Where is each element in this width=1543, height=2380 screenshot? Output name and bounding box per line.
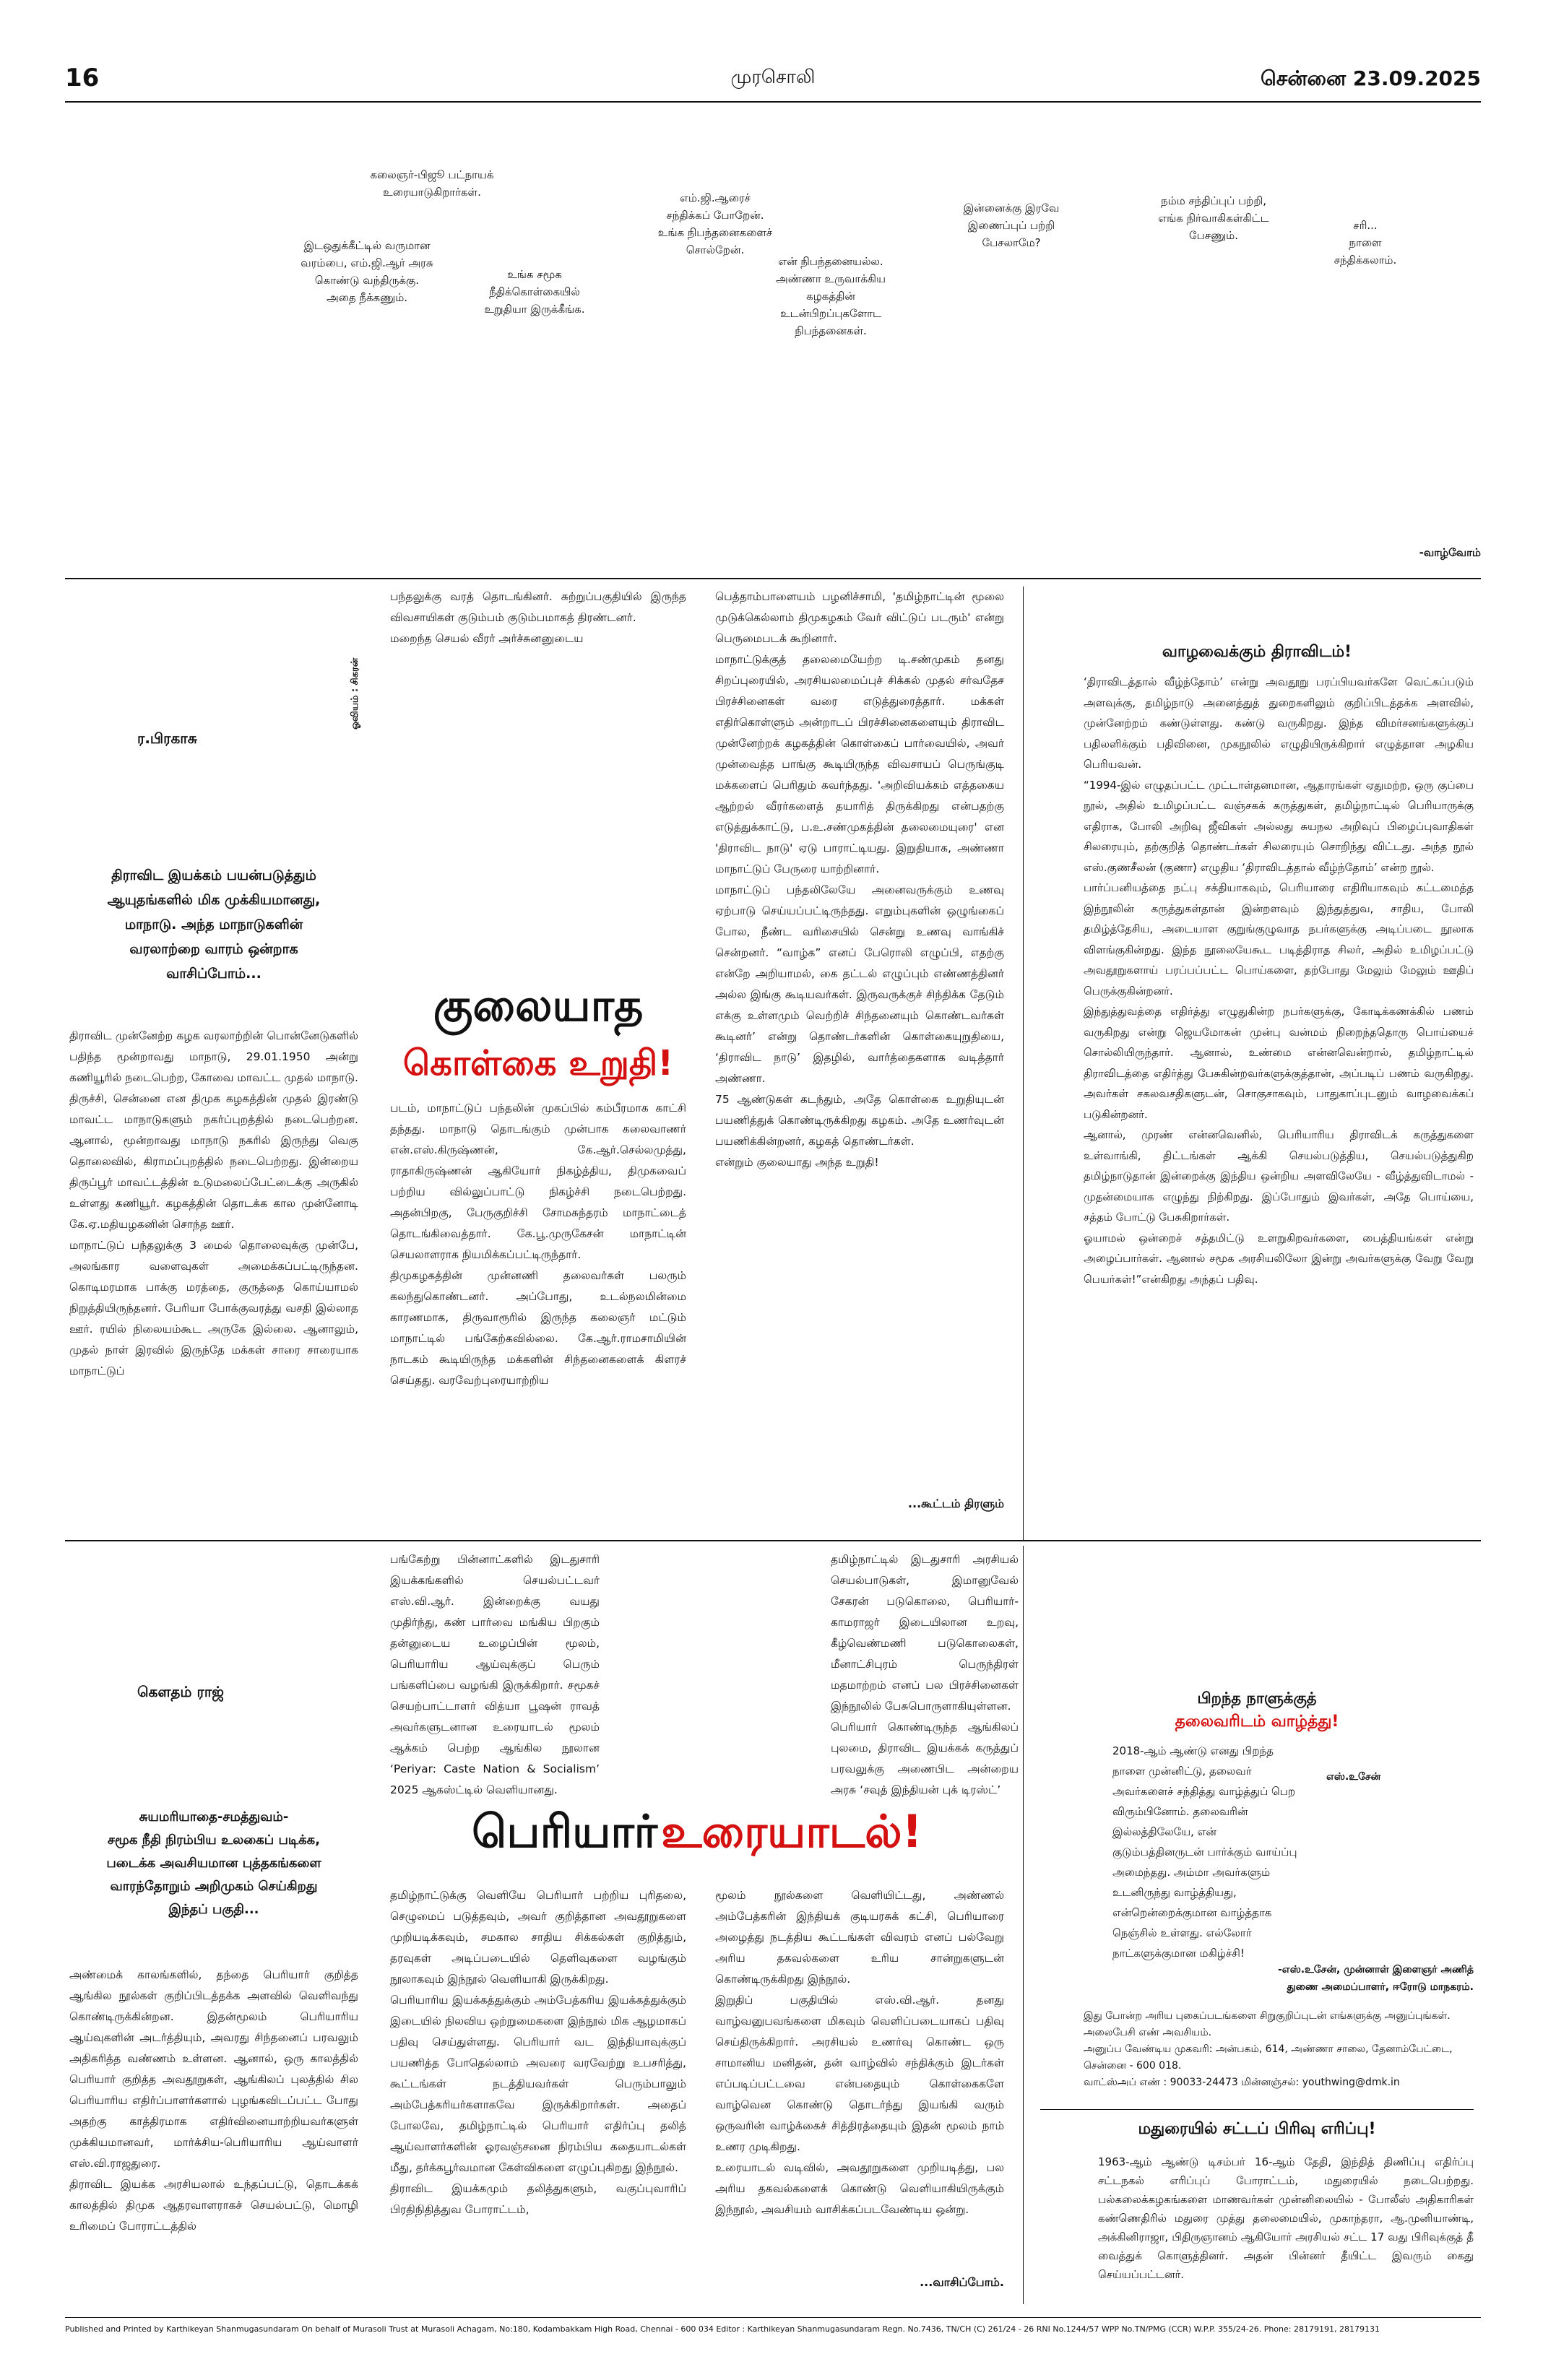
- col-divider: [1023, 1546, 1024, 2304]
- article2-col1: அண்மைக் காலங்களில், தந்தை பெரியார் குறித்த ஆங்கில நூல்கள் குறிப்பிடத்தக்க அளவில் வெளிவந்து கொண்டிருக்கின்றன. இதன்மூலம் பெரியாரிய ஆய்வுகளின் அடர்த்தியும், அவரது சிந்தனைப் பரவலும் அதிகரித்த வண்ணம் உள்ளன. ஆனால், ஒரு காலத்தில் பெரியார் குறித்த அவதூறுகள், ஆங்கிலப் புலத்தில் சில பெரியாரிய எதிர்ப்பாளர்களால் புழங்கவிடப்பட்ட போது அதற்கு காத்திரமாக எதிர்வினையாற்றியவர்களுள் முக்கியமானவர், மார்க்சிய-பெரியாரிய ஆய்வாளர் எஸ்.வி.ராஜதுரை. திராவிட இயக்க அரசியலால் உந்தப்பட்டு, தொடக்கக் காலத்தில் திமுக ஆதரவாளராகச் செயல்பட்டு, மொழி உரிமைப் போராட்டத்தில்: [69, 1968, 358, 2233]
- art-credit: ஓவியம் : சிகரன்: [350, 657, 360, 730]
- sidebar2-title: [1040, 1687, 1474, 1734]
- cartoon-bubble: நம்ம சந்திப்புப் பற்றி, எங்க நிர்வாகிகள்கிட்ட பேசணும்.: [1158, 194, 1269, 242]
- col-divider: [1023, 587, 1024, 1540]
- sidebar2-body: 2018-ஆம் ஆண்டு எனது பிறந்த நாளை முன்னிட்டு, தலைவர் அவர்களைச் சந்தித்து வாழ்த்துப் பெற விரும்பினோம். தலைவரின் இல்லத்திலேயே, என் குடும்பத்தினருடன் பார்க்கும் வாய்ப்பு அமைந்தது. அம்மா அவர்களும் உடனிருந்து வாழ்த்தியது, என்றென்றைக்குமான வாழ்த்தாக நெஞ்சில் உள்ளது. எல்லோர் நாட்களுக்குமான மகிழ்ச்சி!: [1112, 1744, 1297, 1960]
- article1-col3: பெத்தாம்பாளையம் பழனிச்சாமி, 'தமிழ்நாட்டின் மூலை முடுக்கெல்லாம் திமுகழகம் வேர் விட்டுப் படரும்' என்று பெருமைபடக் கூறினார். மாநாட்டுக்குத் தலைமையேற்ற டி.சண்முகம் தனது சிறப்புரையில், அரசியலமைப்புச் சிக்கல் முதல் சர்வதேச பிரச்சினைகள் வரை எடுத்துரைத்தார். மக்கள் எதிர்கொள்ளும் அன்றாடப் பிரச்சினைகளையும் திராவிட முன்னேற்றக் கழகத்தின் கொள்கைப் பார்வையில், அவர் முன்வைத்த பாங்கு கூடியிருந்த விவசாயப் பெருங்குடி மக்களைப் பெரிதும் கவர்ந்தது. 'அறிவியக்கம் எத்தகைய ஆற்றல் வீரர்களைத் தயாரித் திருக்கிறது என்பதற்கு எடுத்துக்காட்டு, ப.உ.சண்முகத்தின் தலைமையுரை' என 'திராவிட நாடு' ஏடு பாராட்டியது. இறுதியாக, அண்ணா மாநாட்டுப் பேருரை யாற்றினார். மாநாட்டுப் பந்தலிலேயே அனைவருக்கும் உணவு ஏற்பாடு செய்யப்பட்டிருந்தது. எறும்புகளின் ஒழுங்கைப் போல, நீண்ட வரிசையில் சென்று உணவு வாங்கிச் சென்றனர். “வாழ்க” எனப் பேரொலி எழுப்பி, எதற்கு என்றே அறியாமல், கை தட்டல் எழுப்பும் எண்ணத்தினர் அல்ல இங்கு கூடியவர்கள். இருவருக்குச் சிந்திக்க தேடும் எக்கு உள்ளமும் வெற்றிச் சிந்தனையும் கொண்டவர்கள் கூடினர்’ என்று தொண்டர்களின் கொள்கையுறுதியை, ‘திராவிட நாடு’ இதழில், வார்த்தைகளாக வடித்தார் அண்ணா. 75 ஆண்டுகள் கடந்தும், அதே கொள்கை உறுதியுடன் பயணித்துக் கொண்டிருக்கிறது கழகம். அதே உணர்வுடன் பயணிக்கின்றனர், கழகத் தொண்டர்கள். என்றும் குலையாது அந்த உறுதி!: [715, 590, 1004, 1169]
- article2-headline: [390, 1799, 1004, 1865]
- article1-intro: திராவிட இயக்கம் பயன்படுத்தும் ஆயுதங்களில் மிக முக்கியமானது, மாநாடு. அந்த மாநாடுகளின் வரலாற்றை வாரம் ஒன்றாக வாசிப்போம்...: [107, 867, 321, 982]
- footer-rule: [65, 2317, 1481, 2318]
- sidebar2-title-red: தலைவரிடம் வாழ்த்து!: [1175, 1713, 1339, 1731]
- sidebar-rule: [1040, 2109, 1474, 2110]
- cartoon-bubble: என் நிபந்தனையல்ல. அண்ணா உருவாக்கிய கழகத்தின் உடன்பிறப்புகளோட நிபந்தனைகள்.: [776, 255, 886, 337]
- article1-col1: திராவிட முன்னேற்ற கழக வரலாற்றின் பொன்னேடுகளில் பதிந்த மூன்றாவது மாநாடு, 29.01.1950 அன்று கணியூரில் நடைபெற்ற, கோவை மாவட்ட முதல் மாநாடு. திருச்சி, சென்னை என திமுக கழகத்தின் முதல் இரண்டு மாவட்ட மாநாடுகளும் நகர்ப்புறத்தில் நடைபெற்றன. ஆனால், மூன்றாவது மாநாடு நகரில் இருந்து வெகு தொலைவில், கிராமப்புறத்தில் நடைபெற்றது. இன்றைய திருப்பூர் மாவட்டத்தின் உடுமலைப்பேட்டைக்கு அருகில் உள்ளது கணியூர். கழகத்தின் தொடக்க கால முன்னோடி கே.ஏ.மதியழகனின் சொந்த ஊர். மாநாட்டுப் பந்தலுக்கு 3 மைல் தொலைவுக்கு முன்பே, அலங்கார வளைவுகள் அமைக்கப்பட்டிருந்தன. கொடிமரமாக பாக்கு மரத்தை, குருத்தை கொய்யாமல் நிறுத்தியிருந்தனர். பேரியா போக்குவரத்து வசதி இல்லாத ஊர். ரயில் நிலையம்கூட அருகே இல்லை. ஆனாலும், முதல் நாள் இரவில் இருந்தே மக்கள் சாரை சாரையாக மாநாட்டுப்: [69, 1029, 358, 1377]
- article1-headline-red: கொள்கை உறுதி!: [402, 1043, 674, 1083]
- article1-col2-top: பந்தலுக்கு வரத் தொடங்கினர். சுற்றுப்பகுதியில் இருந்த விவசாயிகள் குடும்பம் குடும்பமாகத் திரண்டனர். மறைந்த செயல் வீரர் அர்ச்சுனனுடைய: [390, 590, 686, 645]
- article2-signature: ...வாசிப்போம்.: [920, 2275, 1004, 2289]
- article1-author: ர.பிரகாசு: [137, 730, 197, 747]
- article2-col2-top: பங்கேற்று பின்னாட்களில் இடதுசாரி இயக்கங்களில் செயல்பட்டவர் எஸ்.வி.ஆர். இன்றைக்கு வயது முதிர்ந்து, கண் பார்வை மங்கிய பிறகும் தன்னுடைய உழைப்பின் மூலம், பெரியாரிய ஆய்வுக்குப் பெரும் பங்களிப்பை வழங்கி இருக்கிறார். சமூகச் செயற்பாட்டாளர் வித்யா பூஷன் ராவத் அவர்களுடனான உரையாடல் மூலம் ஆக்கம் பெற்ற ஆங்கில நூலான ‘Periyar: Caste Nation & Socialism’ 2025 ஆகஸ்ட்டில் வெளியானது.: [390, 1553, 600, 1796]
- cartoon-bubble: உங்க சமூக நீதிக்கொள்கையில் உறுதியா இருக்கீங்க.: [484, 268, 585, 316]
- article2-col3-bottom: மூலம் நூல்களை வெளியிட்டது, அண்ணல் அம்பேத்கரின் இந்தியக் குடியரசுக் கட்சி, பெரியாரை அழைத்து நடத்திய கூட்டங்கள் விவரம் எனப் பல்வேறு அரிய தகவல்களை உரிய சான்றுகளுடன் கொண்டிருக்கிறது இந்நூல். இறுதிப் பகுதியில் எஸ்.வி.ஆர். தனது வாழ்வனுபவங்களை மிகவும் வெளிப்படையாகப் பதிவு செய்திருக்கிறார். அரசியல் உணர்வு கொண்ட ஒரு சாமானிய மனிதன், தன் வாழ்வில் சந்திக்கும் இடர்கள் எப்படிப்பட்டவை என்பதையும் கொள்கைகளே வாழ்வென கொண்டு தொடர்ந்து இயங்கி வரும் ஒருவரின் வாழ்க்கைச் சித்திரத்தையும் இதன் மூலம் நாம் உணர முடிகிறது. உரையாடல் வடிவில், அவதூறுகளை முறியடித்து, பல அரிய தகவல்களைக் கொண்டு வெளியாகியிருக்கும் இந்நூல், அவசியம் வாசிக்கப்படவேண்டிய ஒன்று.: [715, 1889, 1004, 2216]
- cartoon-bubble: கலைஞர்-பிஜூ பட்நாயக் உரையாடுகிறார்கள்.: [370, 168, 494, 199]
- page-header: [65, 64, 1481, 97]
- cartoon-strip: [65, 108, 1481, 571]
- cartoon-rule: [65, 578, 1481, 579]
- sidebar3-body: 1963-ஆம் ஆண்டு டிசம்பர் 16-ஆம் தேதி, இந்தித் திணிப்பு எதிர்ப்பு சட்டநகல் எரிப்புப் போராட்டம், மதுரையில் நடைபெற்றது. பல்கலைக்கழகங்களை மாணவர்கள் முன்னிலையில் - போலீஸ் அதிகாரிகள் கண்ணெதிரில் மதுரை முத்து தலைமையில், முகாந்தரா, ஆ.முனியாண்டி, அக்கினிராஜா, பிதிருஞானம் ஆகியோர் அரசியல் சட்ட 17 வது பிரிவுக்குத் தீ வைத்துக் கொளுத்தினர். அதன் பின்னர் தீயிட்ட இவரும் கைது செய்யப்பட்டனர்.: [1098, 2155, 1474, 2281]
- article1-headline-black: குலையாத: [433, 979, 644, 1031]
- header-date: சென்னை 23.09.2025: [1261, 66, 1481, 90]
- article2-headline-red: உரையாடல்!: [661, 1805, 922, 1858]
- masthead: முரசொலி: [730, 66, 816, 88]
- photo-tag: எஸ்.உசேன்: [1326, 1771, 1381, 1783]
- sidebar1-body: ‘திராவிடத்தால் வீழ்ந்தோம்’ என்று அவதூறு பரப்பியவர்களே வெட்கப்படும் அளவுக்கு, தமிழ்நாடு அனைத்துத் துறைகளிலும் குறிப்பிடத்தக்க அளவில், முன்னேற்றம் கண்டுள்ளது. கண்டு வருகிறது. இந்த விமர்சனங்களுக்குப் பதிலளிக்கும் பதிவினை, முகநூலில் எழுதியிருக்கிறார் எழுத்தாள அழகிய பெரியவன். “1994-இல் எழுதப்பட்ட முட்டாள்தனமான, ஆதாரங்கள் ஏதுமற்ற, ஒரு குப்பை நூல், அதில் உமிழப்பட்ட வஞ்சகக் கருத்துகள், தமிழ்நாட்டில் பெரியாருக்கு எதிராக, போலி அறிவு ஜீவிகள் அல்லது சுயநல அறிவுப் பிழைப்புவாதிகள் சிலரையும், தற்குறித் தொண்டர்கள் சிலரையும் சொறிந்து விட்டது. அந்த நூல் எஸ்.குணசீலன் (குணா) எழுதிய ‘திராவிடத்தால் வீழ்ந்தோம்’ என்ற நூல். பார்ப்பனியத்தை நட்பு சக்தியாகவும், பெரியாரை எதிரியாகவும் கட்டமைத்த இந்நூலின் கருத்துகள்தான் இன்றளவும் இந்துத்துவ, சாதிய, போலி தமிழ்த்தேசிய, அடையாள குறுங்குழுவாத நபர்களுக்கு அடிப்படை நூலாக விளங்குகின்றது. இந்த நூலையேகூட படித்திராத சிலர், அதில் உமிழப்பட்டு அவதூறுகளாய் பரப்பப்பட்ட பொய்களை, தற்போது மேலும் மேலும் ஊதிப் பெருக்குகின்றனர். இந்துத்துவத்தை எதிர்த்து எழுதுகின்ற நபர்களுக்கு, கோடிக்கணக்கில் பணம் வருகிறது என்று ஜெயமோகன் முன்பு வன்மம் நிறைந்ததொரு பொய்யைச் சொல்லியிருந்தார். ஆனால், உண்மை என்னவென்றால், தமிழ்நாட்டில் திராவிடத்தை எதிர்த்து பேசுகின்றவர்களுக்குத்தான், அப்படிப் பணம் வருகிறது. அவர்கள் சகலவசதிகளுடன், சொகுசாகவும், பாதுகாப்புடனும் வாழவைக்கப் படுகின்றனர். ஆனால், முரண் என்னவெனில், பெரியாரிய திராவிடக் கருத்துகளை உள்வாங்கி, திட்டங்கள் ஆக்கி செயல்படுத்திய, செயல்படுத்துகிற தமிழ்நாடுதான் இன்றைக்கு இந்திய ஒன்றிய அளவிலேயே - வீழ்த்துவிடாமல் - முதன்மையாக எழுந்து நிற்கிறது. இப்போதும் இவர்கள், அதே பொய்யை, சத்தம் போட்டு பேசுகிறார்கள். ஓயாமல் ஒன்றைச் சத்தமிட்டு உளறுகிறவர்களை, பைத்தியங்கள் என்று அழைப்பார்கள். ஆனால் சமூக அரசியலிலோ இன்று அவர்களுக்கு வேறு வேறு பெயர்கள்!”என்கிறது அந்தப் பதிவு.: [1084, 675, 1474, 1286]
- sidebar3-title: மதுரையில் சட்டப் பிரிவு எரிப்பு!: [1138, 2120, 1376, 2138]
- sidebar2-title-black: பிறந்த நாளுக்குத்: [1197, 1689, 1317, 1707]
- footer-imprint: Published and Printed by Karthikeyan Shanmugasundaram On behalf of Murasoli Trust at Murasoli Achagam, No:180, Kodambakkam High Road, Chennai - 600 034 Editor : Karthikeyan Shanmugasundaram Regn. No.7436, TN/CH (C) 261/24 - 26 RNI No.1244/57 WPP No.TN/PMG (CCR) W.P.P. 355/24-26. Phone: 28179191, 28179131: [65, 2324, 1380, 2334]
- cartoon-continue-label: -வாழ்வோம்: [1419, 546, 1481, 559]
- page-number: 16: [65, 64, 100, 92]
- cartoon-bubble: எம்.ஜி.ஆரைச் சந்திக்கப் போறேன். உங்க நிபந்தனைகளைச் சொல்றேன்.: [657, 191, 773, 256]
- article2-col3-top: தமிழ்நாட்டில் இடதுசாரி அரசியல் செயல்பாடுகள், இமானுவேல் சேகரன் படுகொலை, பெரியார்-காமராஜர் இடையிலான உறவு, கீழ்வெண்மணி படுகொலைகள், மீனாட்சிபுரம் பெருந்திரள் மதமாற்றம் எனப் பல பிரச்சினைகள் இந்நூலில் பேசுபொருளாகியுள்ளன. பெரியார் கொண்டிருந்த ஆங்கிலப் புலமை, திராவிட இயக்கக் கருத்துப் பரவலுக்கு அணைபிட அன்றைய அரசு ‘சவுத் இந்தியன் புக் டிரஸ்ட்’: [831, 1553, 1019, 1796]
- article2-col2-bottom: தமிழ்நாட்டுக்கு வெளியே பெரியார் பற்றிய புரிதலை, செழுமைப் படுத்தவும், அவர் குறித்தான அவதூறுகளை முறியடிக்கவும், சமகால சாதிய சிக்கல்கள் குறித்தும், தரவுகள் அடிப்படையில் தெளிவுகளை வழங்கும் நூலாகவும் இந்நூல் வெளியாகி இருக்கிறது. பெரியாரிய இயக்கத்துக்கும் அம்பேத்கரிய இயக்கத்துக்கும் இடையில் நிலவிய ஒற்றுமைகளை இந்நூல் மிக ஆழமாகப் பதிவு செய்துள்ளது. பெரியார் வட இந்தியாவுக்குப் பயணித்த போதெல்லாம் அவரை வரவேற்று உபசரித்து, கூட்டங்கள் நடத்தியவர்கள் பெரும்பாலும் அம்பேத்கரியர்களாகவே இருக்கிறார்கள். அதைப் போலவே, தமிழ்நாட்டில் பெரியார் எதிர்ப்பு தலித் ஆய்வாளர்களின் ஓரவஞ்சனை நிரம்பிய கதையாடல்கள் மீது, தர்க்கபூர்வமான கேள்விகளை எழுப்புகிறது இந்நூல். திராவிட இயக்கமும் தலித்துகளும், வகுப்புவாரிப் பிரதிநிதித்துவ போராட்டம்,: [390, 1889, 686, 2216]
- sidebar2-notice: இது போன்ற அரிய புகைப்படங்களை சிறுகுறிப்புடன் எங்களுக்கு அனுப்புங்கள். அலைபேசி எண் அவசியம். அனுப்ப வேண்டிய முகவரி: அன்பகம், 614, அண்ணா சாலை, தேனாம்பேட்டை, சென்னை - 600 018. வாட்ஸ்அப் எண் : 90033-24473 மின்னஞ்சல்: youthwing@dmk.in: [1084, 2010, 1453, 2088]
- article1-headline: [390, 975, 686, 1091]
- article1-signature: ...கூட்டம் திரளும்: [907, 1497, 1004, 1510]
- section-rule: [65, 1540, 1481, 1541]
- article2-intro: சுயமரியாதை-சமத்துவம்- சமூக நீதி நிரம்பிய உலகைப் படிக்க, படைக்க அவசியமான புத்தகங்களை வாரந்தோறும் அறிமுகம் செய்கிறது இந்தப் பகுதி...: [106, 1809, 321, 1917]
- header-rule: [65, 101, 1481, 103]
- article1-col2-bottom: படம், மாநாட்டுப் பந்தலின் முகப்பில் கம்பீரமாக காட்சி தந்தது. மாநாடு தொடங்கும் முன்பாக கலைவாணர் என்.எஸ்.கிருஷ்ணன், கே.ஆர்.செல்லமுத்து, ராதாகிருஷ்ணன் ஆகியோர் நிகழ்த்திய, திமுகவைப் பற்றிய வில்லுப்பாட்டு நிகழ்ச்சி நடைபெற்றது. அதன்பிறகு, பேருகுறிச்சி சோமசுந்தரம் மாநாட்டைத் தொடங்கிவைத்தார். கே.பூ.முருகேசன் மாநாட்டின் செயலாளராக நியமிக்கப்பட்டிருந்தார். திமுகழகத்தின் முன்னணி தலைவர்கள் பலரும் கலந்துகொண்டனர். அப்போது, உடல்நலமின்மை காரணமாக, திருவாரூரில் இருந்த கலைஞர் மட்டும் மாநாட்டில் பங்கேற்கவில்லை. கே.ஆர்.ராமசாமியின் நாடகம் கூடியிருந்த மக்களின் சிந்தனைகளைக் கிளரச் செய்தது. வரவேற்புரையாற்றிய: [390, 1102, 686, 1387]
- article2-headline-black: பெரியார்: [472, 1805, 658, 1858]
- cartoon-bubble: சரி... நாளை சந்திக்கலாம்.: [1334, 219, 1397, 267]
- cartoon-bubble: இடஒதுக்கீட்டில் வருமான வரம்பை, எம்.ஜி.ஆர் அரசு கொண்டு வந்திருக்கு. அதை நீக்கணும்.: [301, 239, 433, 304]
- sidebar2-signature: -எஸ்.உசேன், முன்னாள் இளைஞர் அணித் துணை அமைப்பாளர், ஈரோடு மாநகரம்.: [1278, 1964, 1474, 1993]
- sidebar1-title: வாழவைக்கும் திராவிடம்!: [1162, 643, 1352, 661]
- article2-author: கௌதம் ராஜ்: [137, 1683, 224, 1700]
- cartoon-bubble: இன்னைக்கு இரவே இணைப்புப் பற்றி பேசலாமே?: [963, 202, 1060, 249]
